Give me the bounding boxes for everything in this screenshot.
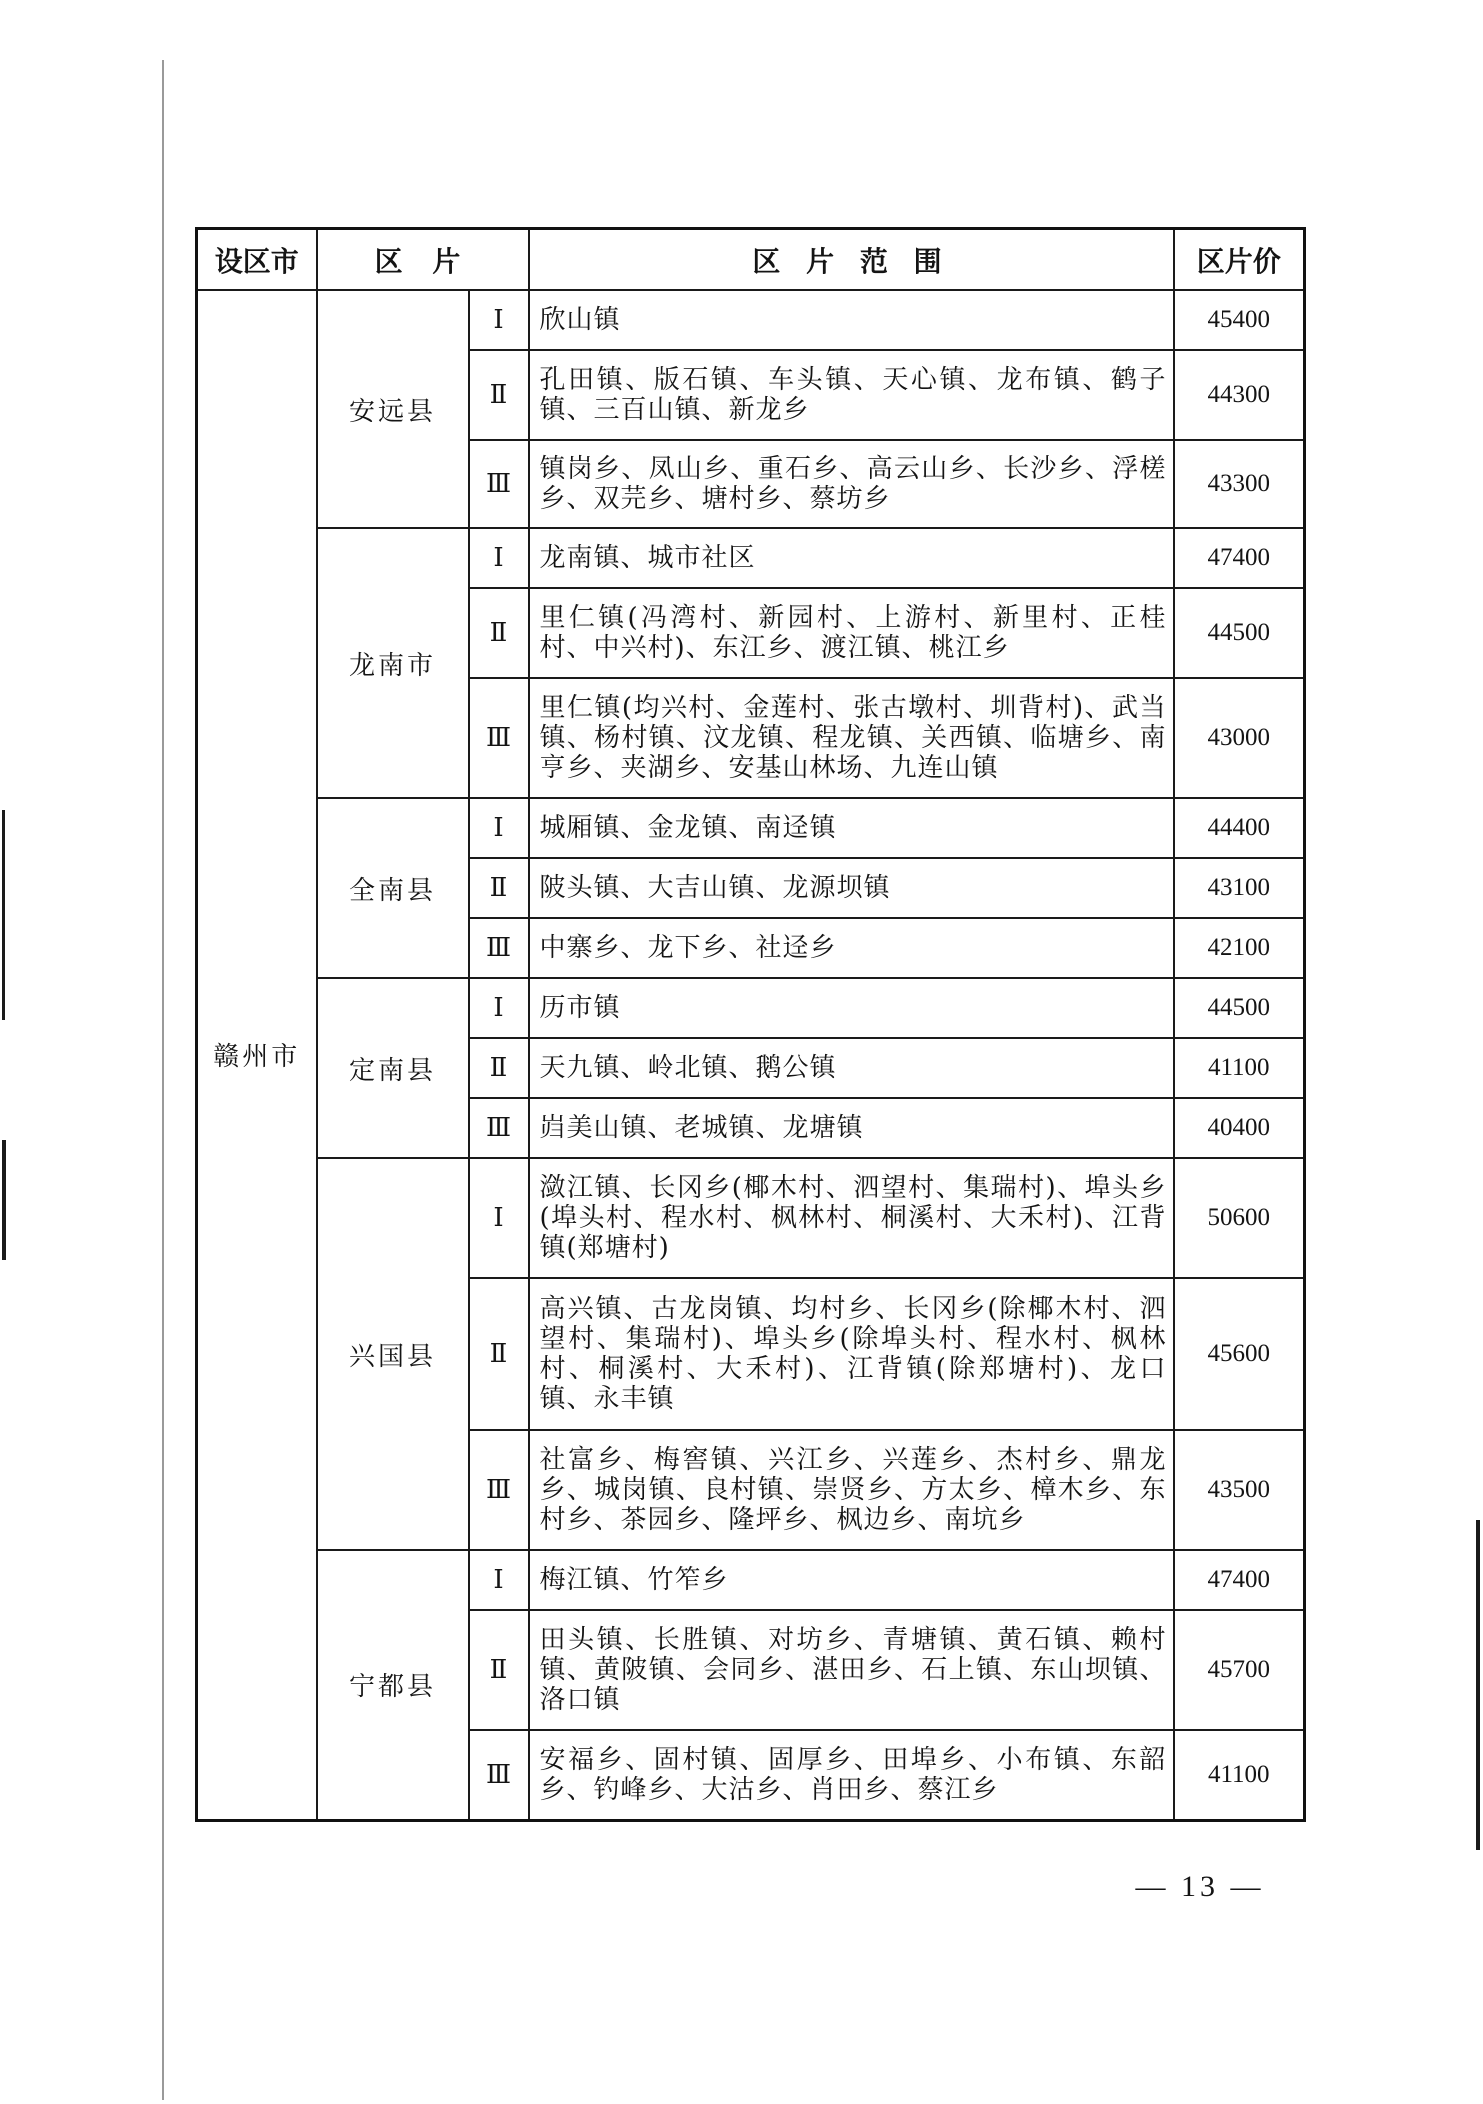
scan-edge-mark — [2, 1140, 6, 1260]
tier-cell: Ⅲ — [469, 678, 529, 798]
table-row — [197, 528, 1305, 588]
tier-cell: Ⅲ — [469, 1730, 529, 1820]
table-header-row — [197, 229, 1305, 291]
zone-range-cell: 高兴镇、古龙岗镇、均村乡、长冈乡(除椰木村、泗望村、集瑞村)、埠头乡(除埠头村、程水村、枫林村、桐溪村、大禾村)、江背镇(除郑塘村)、龙口镇、永丰镇 — [529, 1278, 1174, 1430]
zone-price-cell: 44500 — [1174, 588, 1305, 678]
county-cell: 兴国县 — [317, 1158, 469, 1550]
tier-cell: Ⅲ — [469, 918, 529, 978]
tier-cell: Ⅱ — [469, 588, 529, 678]
table-row — [197, 290, 1305, 350]
zone-range-cell: 天九镇、岭北镇、鹅公镇 — [529, 1038, 1174, 1098]
zone-range-cell: 龙南镇、城市社区 — [529, 528, 1174, 588]
zone-range-cell: 镇岗乡、凤山乡、重石乡、高云山乡、长沙乡、浮槎乡、双芫乡、塘村乡、蔡坊乡 — [529, 440, 1174, 528]
zone-price-cell: 42100 — [1174, 918, 1305, 978]
county-cell: 全南县 — [317, 798, 469, 978]
county-cell: 安远县 — [317, 290, 469, 528]
tier-cell: Ⅲ — [469, 440, 529, 528]
zone-range-cell: 孔田镇、版石镇、车头镇、天心镇、龙布镇、鹤子镇、三百山镇、新龙乡 — [529, 350, 1174, 440]
tier-cell: Ⅱ — [469, 350, 529, 440]
page-number: — 13 — — [1135, 1870, 1265, 1903]
table-row — [197, 1158, 1305, 1278]
zone-price-cell: 40400 — [1174, 1098, 1305, 1158]
zone-range-cell: 田头镇、长胜镇、对坊乡、青塘镇、黄石镇、赖村镇、黄陂镇、会同乡、湛田乡、石上镇、东山坝镇、洛口镇 — [529, 1610, 1174, 1730]
scan-edge-mark — [1476, 1520, 1480, 1850]
zone-price-cell: 45600 — [1174, 1278, 1305, 1430]
tier-cell: Ⅲ — [469, 1098, 529, 1158]
zone-price-cell: 50600 — [1174, 1158, 1305, 1278]
header-zone: 区 片 — [317, 229, 529, 291]
header-zone-range: 区 片 范 围 — [529, 229, 1174, 291]
tier-cell: Ⅱ — [469, 858, 529, 918]
zone-price-cell: 43500 — [1174, 1430, 1305, 1550]
zone-range-cell: 陂头镇、大吉山镇、龙源坝镇 — [529, 858, 1174, 918]
tier-cell: Ⅱ — [469, 1278, 529, 1430]
land-price-table — [195, 227, 1306, 1822]
zone-price-cell: 45700 — [1174, 1610, 1305, 1730]
zone-range-cell: 社富乡、梅窖镇、兴江乡、兴莲乡、杰村乡、鼎龙乡、城岗镇、良村镇、崇贤乡、方太乡、樟木乡、东村乡、茶园乡、隆坪乡、枫边乡、南坑乡 — [529, 1430, 1174, 1550]
city-cell: 赣州市 — [197, 290, 317, 1820]
zone-price-cell: 44500 — [1174, 978, 1305, 1038]
zone-price-cell: 44300 — [1174, 350, 1305, 440]
tier-cell: Ⅱ — [469, 1038, 529, 1098]
zone-range-cell: 欣山镇 — [529, 290, 1174, 350]
tier-cell: Ⅰ — [469, 978, 529, 1038]
zone-price-cell: 41100 — [1174, 1730, 1305, 1820]
header-city: 设区市 — [197, 229, 317, 291]
county-cell: 定南县 — [317, 978, 469, 1158]
zone-range-cell: 中寨乡、龙下乡、社迳乡 — [529, 918, 1174, 978]
tier-cell: Ⅱ — [469, 1610, 529, 1730]
zone-range-cell: 安福乡、固村镇、固厚乡、田埠乡、小布镇、东韶乡、钓峰乡、大沽乡、肖田乡、蔡江乡 — [529, 1730, 1174, 1820]
tier-cell: Ⅰ — [469, 290, 529, 350]
zone-range-cell: 梅江镇、竹笮乡 — [529, 1550, 1174, 1610]
zone-price-cell: 45400 — [1174, 290, 1305, 350]
table-row — [197, 798, 1305, 858]
zone-range-cell: 岿美山镇、老城镇、龙塘镇 — [529, 1098, 1174, 1158]
zone-range-cell: 里仁镇(均兴村、金莲村、张古墩村、圳背村)、武当镇、杨村镇、汶龙镇、程龙镇、关西镇、临塘乡、南亨乡、夹湖乡、安基山林场、九连山镇 — [529, 678, 1174, 798]
zone-price-cell: 43300 — [1174, 440, 1305, 528]
table-row — [197, 1550, 1305, 1610]
tier-cell: Ⅲ — [469, 1430, 529, 1550]
zone-range-cell: 潋江镇、长冈乡(椰木村、泗望村、集瑞村)、埠头乡(埠头村、程水村、枫林村、桐溪村、大禾村)、江背镇(郑塘村) — [529, 1158, 1174, 1278]
zone-price-cell: 44400 — [1174, 798, 1305, 858]
tier-cell: Ⅰ — [469, 798, 529, 858]
header-zone-price: 区片价 — [1174, 229, 1305, 291]
scan-edge-mark — [2, 810, 5, 1020]
county-cell: 龙南市 — [317, 528, 469, 798]
zone-price-cell: 43000 — [1174, 678, 1305, 798]
zone-price-cell: 43100 — [1174, 858, 1305, 918]
zone-price-cell: 47400 — [1174, 1550, 1305, 1610]
zone-price-cell: 47400 — [1174, 528, 1305, 588]
table-row — [197, 978, 1305, 1038]
county-cell: 宁都县 — [317, 1550, 469, 1820]
tier-cell: Ⅰ — [469, 1158, 529, 1278]
zone-range-cell: 城厢镇、金龙镇、南迳镇 — [529, 798, 1174, 858]
zone-price-cell: 41100 — [1174, 1038, 1305, 1098]
tier-cell: Ⅰ — [469, 1550, 529, 1610]
zone-range-cell: 里仁镇(冯湾村、新园村、上游村、新里村、正桂村、中兴村)、东江乡、渡江镇、桃江乡 — [529, 588, 1174, 678]
zone-range-cell: 历市镇 — [529, 978, 1174, 1038]
tier-cell: Ⅰ — [469, 528, 529, 588]
scan-edge-line — [162, 60, 164, 2100]
table-body — [197, 290, 1305, 1820]
